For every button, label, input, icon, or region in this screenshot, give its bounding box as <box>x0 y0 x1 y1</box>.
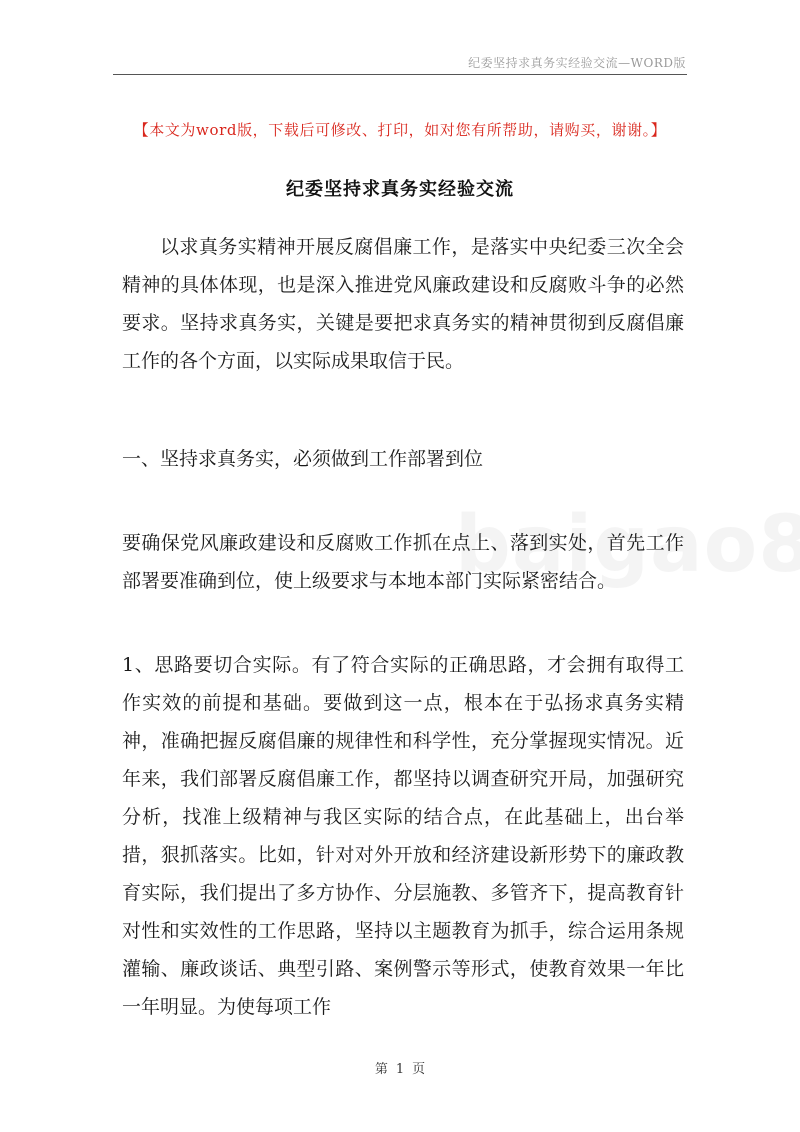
footer-prefix: 第 <box>374 1062 388 1077</box>
page-footer <box>0 1058 800 1077</box>
section-heading: 一、坚持求真务实，必须做到工作部署到位 <box>122 448 484 470</box>
footer-suffix: 页 <box>412 1062 426 1077</box>
paragraph-point-1: 1、思路要切合实际。有了符合实际的正确思路，才会拥有取得工作实效的前提和基础。要做到这一点，根本在于弘扬求真务实精神，准确把握反腐倡廉的规律性和科学性，充分掌握现实情况。近年来，我们部署反腐倡廉工作，都坚持以调查研究开局，加强研究分析，找准上级精神与我区实际的结合点，在此基础上，出台举措，狠抓落实。比如，针对对外开放和经济建设新形势下的廉政教育实际，我们提出了多方协作、分层施教、多管齐下，提高教育针对性和实效性的工作思路，坚持以主题教育为抓手，综合运用条规灌输、廉政谈话、典型引路、案例警示等形式，使教育效果一年比一年明显。为使每项工作 <box>122 654 684 1018</box>
purchase-notice: 【本文为word版，下载后可修改、打印，如对您有所帮助，请购买，谢谢。】 <box>133 121 667 139</box>
paragraph-intro: 以求真务实精神开展反腐倡廉工作，是落实中央纪委三次全会精神的具体体现，也是深入推进党风廉政建设和反腐败斗争的必然要求。坚持求真务实，关键是要把求真务实的精神贯彻到反腐倡廉工作的各个方面，以实际成果取信于民。 <box>122 236 684 372</box>
document-title: 纪委坚持求真务实经验交流 <box>286 179 514 200</box>
header-divider <box>113 74 687 75</box>
watermark <box>455 500 800 590</box>
paragraph-section-intro: 要确保党风廉政建设和反腐败工作抓在点上、落到实处，首先工作部署要准确到位，使上级要求与本地本部门实际紧密结合。 <box>122 532 684 592</box>
running-header-title: 纪委坚持求真务实经验交流—WORD版 <box>468 56 686 70</box>
page-number: 1 <box>395 1062 405 1077</box>
